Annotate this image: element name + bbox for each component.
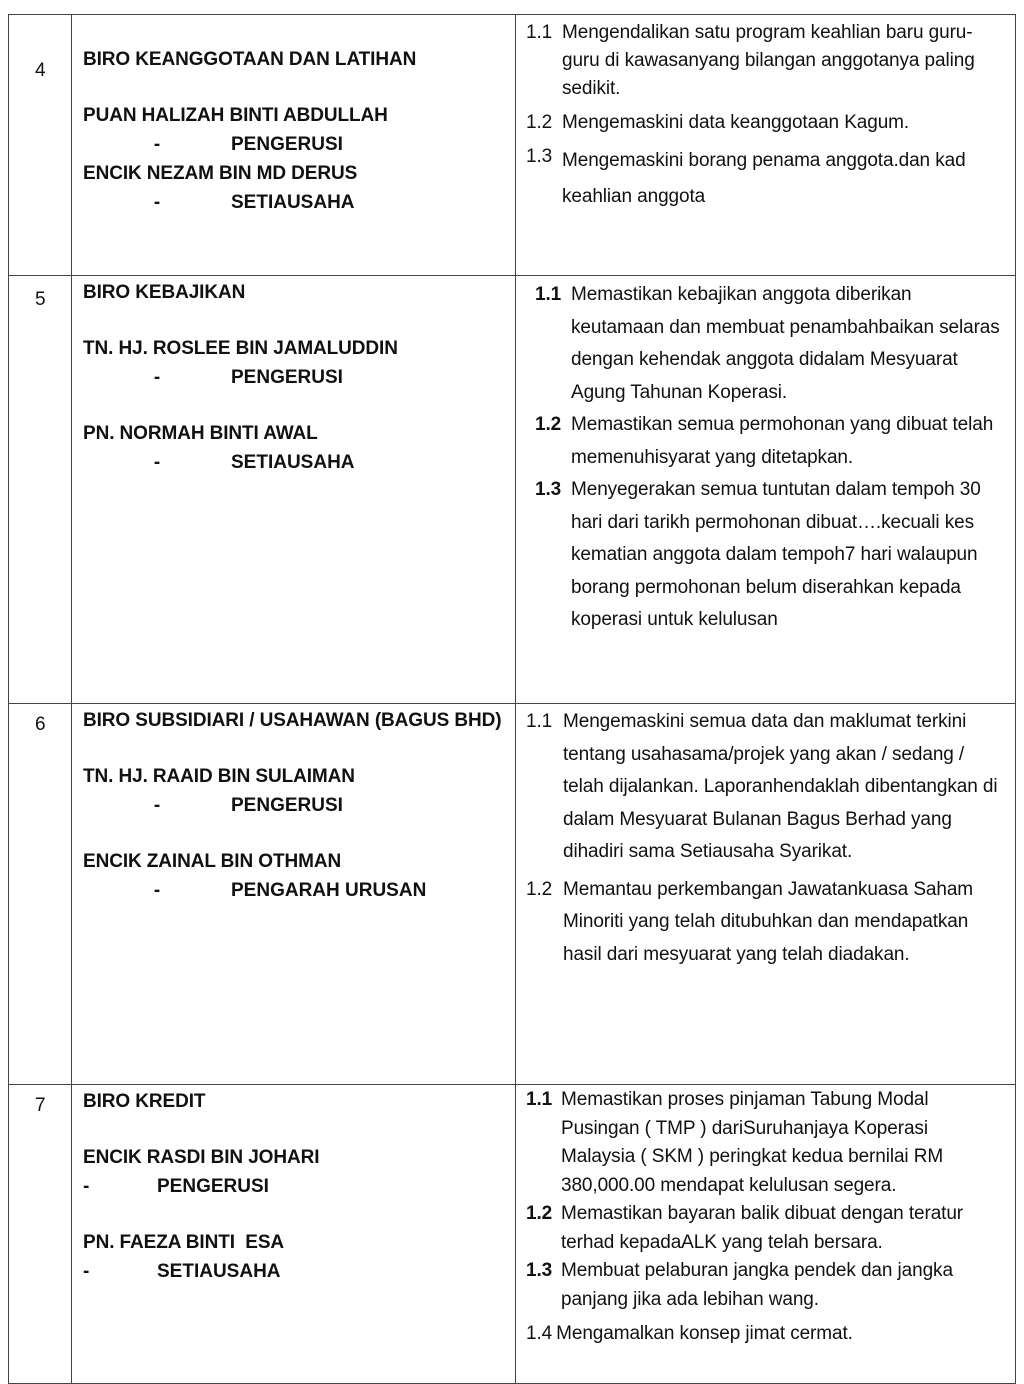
role-dash: - xyxy=(153,192,161,213)
member-name: TN. HJ. ROSLEE BIN JAMALUDDIN xyxy=(83,338,398,359)
duty-number: 1.1 xyxy=(526,1089,553,1110)
duty-text: Memastikan proses pinjaman Tabung Modal Pusingan ( TMP ) dariSuruhanjaya Koperasi Malaysia ( SKM ) peringkat kedua bernilai RM 380,000.00 mendapat kelulusan segera. xyxy=(561,1089,944,1196)
duty-number: 1.2 xyxy=(526,1203,553,1224)
duty-item xyxy=(526,279,1007,409)
biro-title: BIRO KREDIT xyxy=(83,1091,206,1112)
duty-item xyxy=(526,109,1007,137)
duty-number: 1.3 xyxy=(526,1260,553,1281)
duty-item xyxy=(526,409,1007,474)
duty-number: 1.2 xyxy=(526,112,553,133)
duty-number: 1.3 xyxy=(535,479,562,500)
member-role: SETIAUSAHA xyxy=(231,452,355,473)
member-role-line xyxy=(83,363,515,392)
duties-cell xyxy=(516,15,1016,276)
member-role-line xyxy=(83,448,515,477)
role-dash: - xyxy=(153,367,161,388)
member-name: ENCIK RASDI BIN JOHARI xyxy=(83,1147,320,1168)
duty-text: Memastikan kebajikan anggota diberikan keutamaan dan membuat penambahbaikan selaras dengan kehendak anggota didalam Mesyuarat Agung Tahunan Koperasi. xyxy=(571,284,1000,403)
biro-info-cell xyxy=(72,276,516,704)
row-number: 5 xyxy=(35,289,46,310)
duties-cell xyxy=(516,704,1016,1085)
biro-info-cell xyxy=(72,704,516,1085)
duty-number: 1.1 xyxy=(526,22,553,43)
duty-text: Mengemaskini data keanggotaan Kagum. xyxy=(562,112,910,133)
member-name: ENCIK NEZAM BIN MD DERUS xyxy=(83,163,358,184)
duty-item xyxy=(526,474,1007,637)
duty-item xyxy=(526,706,1007,869)
role-dash: - xyxy=(83,1176,90,1197)
table-row xyxy=(9,704,1016,1085)
row-number-cell xyxy=(9,276,72,704)
biro-info-cell xyxy=(72,1085,516,1384)
role-dash: - xyxy=(153,134,161,155)
member-role-line xyxy=(83,1257,515,1286)
table-row xyxy=(9,276,1016,704)
duties-cell xyxy=(516,276,1016,704)
duty-text: Mengemaskini borang penama anggota.dan kad keahlian anggota xyxy=(562,150,966,207)
duty-number: 1.3 xyxy=(526,146,553,167)
biro-title: BIRO SUBSIDIARI / USAHAWAN (BAGUS BHD) xyxy=(83,710,502,731)
duty-number: 1.1 xyxy=(535,284,562,305)
duty-number: 1.1 xyxy=(526,711,553,732)
table-row xyxy=(9,1085,1016,1384)
duty-text: Membuat pelaburan jangka pendek dan jangka panjang jika ada lebihan wang. xyxy=(561,1260,953,1310)
duty-item xyxy=(526,874,1007,972)
member-name: PUAN HALIZAH BINTI ABDULLAH xyxy=(83,105,388,126)
member-role: PENGERUSI xyxy=(157,1176,269,1197)
member-role: PENGERUSI xyxy=(231,367,343,388)
role-dash: - xyxy=(153,452,161,473)
duties-cell xyxy=(516,1085,1016,1384)
member-role-line xyxy=(83,876,515,905)
duty-item xyxy=(526,1086,1007,1200)
duty-item xyxy=(526,1200,1007,1257)
member-role-line xyxy=(83,791,515,820)
duty-text: Mengemaskini semua data dan maklumat terkini tentang usahasama/projek yang akan / sedang / telah dijalankan. Laporanhendaklah dibentangkan di dalam Mesyuarat Bulanan Bagus Berhad yang dihadiri sama Setiausaha Syarikat. xyxy=(563,711,998,862)
row-number-cell xyxy=(9,704,72,1085)
member-role-line xyxy=(83,1172,515,1201)
duty-text: Memastikan bayaran balik dibuat dengan teratur terhad kepadaALK yang telah bersara. xyxy=(561,1203,964,1253)
row-number: 4 xyxy=(35,60,46,81)
duty-item xyxy=(526,1320,1007,1349)
biro-title: BIRO KEBAJIKAN xyxy=(83,282,246,303)
member-role-line xyxy=(83,188,515,217)
duty-item xyxy=(526,143,1007,215)
row-number-cell xyxy=(9,1085,72,1384)
duty-item xyxy=(526,19,1007,103)
role-dash: - xyxy=(83,1261,90,1282)
row-number: 6 xyxy=(35,714,46,735)
member-name: TN. HJ. RAAID BIN SULAIMAN xyxy=(83,766,355,787)
duty-number: 1.2 xyxy=(535,414,562,435)
role-dash: - xyxy=(153,795,161,816)
member-name: PN. FAEZA BINTI ESA xyxy=(83,1232,285,1253)
row-number: 7 xyxy=(35,1095,46,1116)
member-name: ENCIK ZAINAL BIN OTHMAN xyxy=(83,851,342,872)
member-role: PENGERUSI xyxy=(231,134,343,155)
duty-text: Memastikan semua permohonan yang dibuat telah memenuhisyarat yang ditetapkan. xyxy=(571,414,994,468)
member-role-line xyxy=(83,130,515,159)
role-dash: - xyxy=(153,880,161,901)
biro-table xyxy=(8,14,1016,1384)
duty-text: Menyegerakan semua tuntutan dalam tempoh 30 hari dari tarikh permohonan dibuat….kecuali kes kematian anggota dalam tempoh7 hari walaupun borang permohonan belum diserahkan kepada koperasi untuk kelulusan xyxy=(571,479,981,630)
duty-number: 1.4 xyxy=(526,1323,553,1344)
member-role: SETIAUSAHA xyxy=(231,192,355,213)
duty-item xyxy=(526,1257,1007,1314)
duty-text: Memantau perkembangan Jawatankuasa Saham Minoriti yang telah ditubuhkan dan mendapatkan hasil dari mesyuarat yang telah diadakan. xyxy=(563,878,974,965)
member-role: PENGARAH URUSAN xyxy=(231,880,427,901)
row-number-cell xyxy=(9,15,72,276)
biro-title: BIRO KEANGGOTAAN DAN LATIHAN xyxy=(83,49,417,70)
member-role: PENGERUSI xyxy=(231,795,343,816)
duty-text: Mengamalkan konsep jimat cermat. xyxy=(556,1323,853,1344)
duty-number: 1.2 xyxy=(526,878,553,900)
biro-info-cell xyxy=(72,15,516,276)
table-row xyxy=(9,15,1016,276)
duty-text: Mengendalikan satu program keahlian baru guru-guru di kawasanyang bilangan anggotanya paling sedikit. xyxy=(562,22,975,99)
member-name: PN. NORMAH BINTI AWAL xyxy=(83,423,318,444)
member-role: SETIAUSAHA xyxy=(157,1261,281,1282)
